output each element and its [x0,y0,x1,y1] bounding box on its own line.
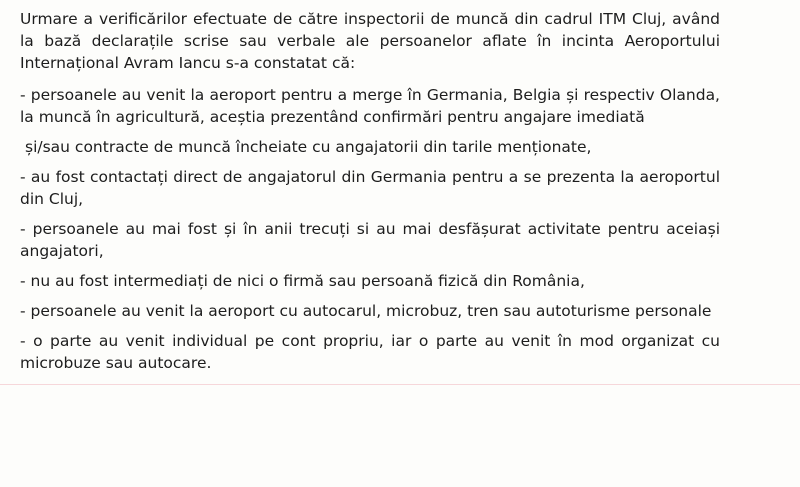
list-item-1-continuation: și/sau contracte de muncă încheiate cu angajatorii din tarile menționate, [25,138,592,156]
list-item-2: - au fost contactați direct de angajatorul din Germania pentru a se prezenta la aeroportul din Cluj, [20,168,720,208]
scan-artifact-line [0,384,800,385]
document-body [20,8,720,374]
list-item-6: - o parte au venit individual pe cont propriu, iar o parte au venit în mod organizat cu microbuze sau autocare. [20,332,720,372]
list-item-5: - persoanele au venit la aeroport cu autocarul, microbuz, tren sau autoturisme personale [20,302,712,320]
intro-paragraph: Urmare a verificărilor efectuate de către inspectorii de muncă din cadrul ITM Cluj, având la bază declarațile scrise sau verbale ale persoanelor aflate în incinta Aeroportului Internațional Avram Iancu s-a constatat că: [20,10,720,72]
list-item-3: - persoanele au mai fost și în anii trecuți si au mai desfășurat activitate pentru aceiași angajatori, [20,220,720,260]
list-item-1: - persoanele au venit la aeroport pentru a merge în Germania, Belgia și respectiv Olanda, la muncă în agricultură, aceștia prezentând confirmări pentru angajare imediată [20,86,720,126]
list-item-4: - nu au fost intermediați de nici o firmă sau persoană fizică din România, [20,272,585,290]
